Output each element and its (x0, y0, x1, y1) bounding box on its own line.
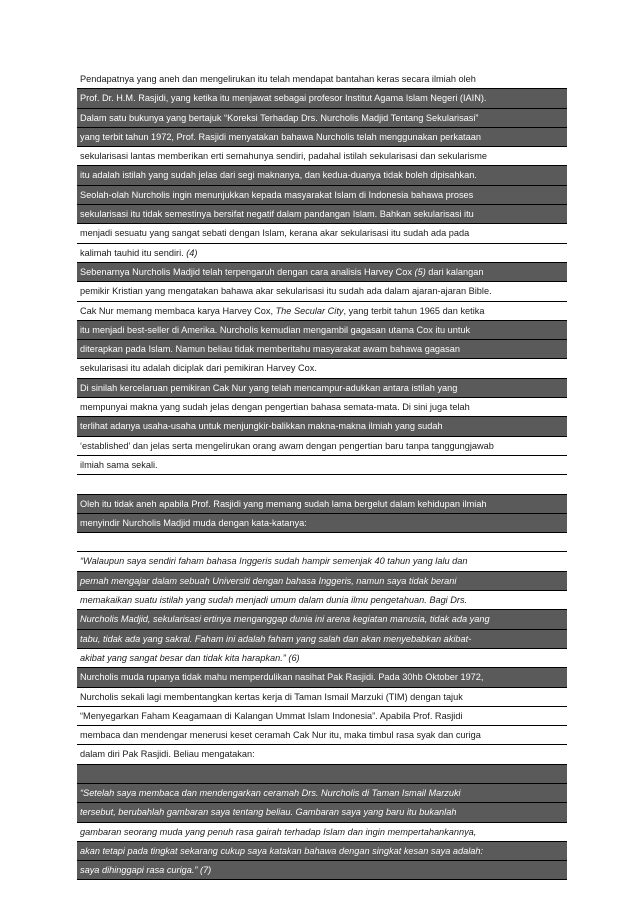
line-text-tail: , yang terbit tahun 1965 dan ketika (343, 305, 485, 316)
line-text: akibat yang sangat besar dan tidak kita harapkan.” (6) (80, 652, 300, 663)
text-line (77, 109, 567, 128)
text-line (77, 688, 567, 707)
text-line (77, 842, 567, 861)
line-text: diterapkan pada Islam. Namun beliau tidak memberitahu masyarakat awam bahawa gagasan (80, 344, 460, 355)
line-text: Cak Nur memang membaca karya Harvey Cox, (80, 305, 274, 316)
line-text-tail: dari kalangan (425, 266, 484, 277)
blank-line (77, 475, 567, 494)
line-text: akan tetapi pada tingkat sekarang cukup saya katakan bahawa dengan singkat kesan saya adalah: (80, 845, 484, 856)
line-text: terlihat adanya usaha-usaha untuk menjungkir-balikkan makna-makna ilmiah yang sudah (80, 421, 443, 432)
line-text: ilmiah sama sekali. (80, 459, 158, 470)
text-line (77, 649, 567, 668)
text-line (77, 668, 567, 687)
line-text: gambaran seorang muda yang penuh rasa gairah terhadap Islam dan ingin mempertahankannya, (80, 826, 477, 837)
footnote-ref: (4) (183, 247, 198, 258)
line-text: itu menjadi best-seller di Amerika. Nurcholis kemudian mengambil gagasan utama Cox itu untuk (80, 324, 471, 335)
text-line (77, 610, 567, 629)
line-text: Nurcholis sekali lagi membentangkan kertas kerja di Taman Ismail Marzuki (TIM) dengan tajuk (80, 691, 463, 702)
line-text: “Setelah saya membaca dan mendengarkan ceramah Drs. Nurcholis di Taman Ismail Marzuki (80, 787, 461, 798)
line-text: Pendapatnya yang aneh dan mengelirukan itu telah mendapat bantahan keras secara ilmiah oleh (80, 74, 476, 84)
text-line (77, 147, 567, 166)
line-text: membaca dan mendengar menerusi keset ceramah Cak Nur itu, maka timbul rasa syak dan curiga (80, 730, 481, 741)
line-text: “Walaupun saya sendiri faham bahasa Inggeris sudah hampir semenjak 40 tahun yang lalu dan (80, 556, 468, 567)
line-text: Nurcholis muda rupanya tidak mahu memperdulikan nasihat Pak Rasjidi. Pada 30hb Oktober 1972, (80, 672, 484, 683)
line-text: tersebut, berubahlah gambaran saya tentang beliau. Gambaran saya yang baru itu bukanlah (80, 807, 457, 818)
line-text: Dalam satu bukunya yang bertajuk “Koreksi Terhadap Drs. Nurcholis Madjid Tentang Sekularisasi” (80, 112, 479, 123)
line-text: pemikir Kristian yang mengatakan bahawa akar sekularisasi itu sudah ada dalam ajaran-ajaran Bible. (80, 286, 492, 297)
text-line (77, 861, 567, 880)
text-line (77, 784, 567, 803)
text-line (77, 803, 567, 822)
line-text: mempunyai makna yang sudah jelas dengan pengertian bahasa semata-mata. Di sini juga telah (80, 402, 470, 413)
text-line (77, 321, 567, 340)
text-line (77, 205, 567, 224)
text-line (77, 745, 567, 764)
article-text-block (77, 70, 567, 880)
line-text: sekularisasi lantas memberikan erti semahunya sendiri, padahal istilah sekularisasi dan sekularisme (80, 151, 487, 162)
line-text: sekularisasi itu adalah diciplak dari pemikiran Harvey Cox. (80, 363, 317, 374)
line-text: dalam diri Pak Rasjidi. Beliau mengatakan: (80, 749, 255, 760)
text-line (77, 398, 567, 417)
footnote-ref: (5) (411, 266, 426, 277)
line-text: yang terbit tahun 1972, Prof. Rasjidi menyatakan bahawa Nurcholis telah menggunakan perkataan (80, 131, 481, 142)
text-line (77, 224, 567, 243)
line-text: Seolah-olah Nurcholis ingin menunjukkan kepada masyarakat Islam di Indonesia bahawa proses (80, 189, 474, 200)
text-line (77, 456, 567, 475)
line-text: kalimah tauhid itu sendiri. (80, 247, 184, 258)
text-line (77, 128, 567, 147)
text-line (77, 572, 567, 591)
book-title: The Secular City (273, 305, 344, 316)
line-text: tabu, tidak ada yang sakral. Faham ini adalah faham yang salah dan akan menyebabkan akibat- (80, 633, 472, 644)
line-text: menjadi sesuatu yang sangat sebati dengan Islam, kerana akar sekularisasi itu sudah ada pada (80, 228, 470, 239)
blank-line (77, 533, 567, 552)
line-text: Oleh itu tidak aneh apabila Prof. Rasjidi yang memang sudah lama bergelut dalam kehidupan ilmiah (80, 498, 487, 509)
text-line (77, 89, 567, 108)
line-text: pernah mengajar dalam sebuah Universiti dengan bahasa Inggeris, namun saya tidak berani (80, 575, 457, 586)
line-text: Prof. Dr. H.M. Rasjidi, yang ketika itu menjawat sebagai profesor Institut Agama Islam Negeri (IAIN). (80, 93, 487, 104)
text-line (77, 552, 567, 571)
text-line (77, 591, 567, 610)
text-line (77, 707, 567, 726)
line-text: Nurcholis Madjid, sekularisasi ertinya menganggap dunia ini arena kegiatan manusia, tidak ada yang (80, 614, 490, 625)
line-text: saya dihinggapi rasa curiga.” (7) (80, 865, 212, 876)
text-line (77, 186, 567, 205)
text-line (77, 630, 567, 649)
text-line (77, 417, 567, 436)
text-line (77, 302, 567, 321)
line-text: Sebenarnya Nurcholis Madjid telah terpengaruh dengan cara analisis Harvey Cox (80, 266, 412, 277)
text-line (77, 282, 567, 301)
line-text: ‘established’ dan jelas serta mengelirukan orang awam dengan pengertian baru tanpa tanggungjawab (80, 440, 494, 451)
text-line (77, 340, 567, 359)
text-line (77, 379, 567, 398)
text-line (77, 359, 567, 378)
line-text: itu adalah istilah yang sudah jelas dari segi maknanya, dan kedua-duanya tidak boleh dipisahkan. (80, 170, 477, 181)
text-line (77, 437, 567, 456)
text-line (77, 263, 567, 282)
blank-line (77, 765, 567, 784)
line-text: “Menyegarkan Faham Keagamaan di Kalangan Ummat Islam Indonesia”. Apabila Prof. Rasjidi (80, 710, 463, 721)
line-text: sekularisasi itu tidak semestinya bersifat negatif dalam pandangan Islam. Bahkan sekularisasi itu (80, 209, 474, 220)
text-line (77, 495, 567, 514)
text-line (77, 244, 567, 263)
line-text: Di sinilah kercelaruan pemikiran Cak Nur yang telah mencampur-adukkan antara istilah yang (80, 382, 458, 393)
text-line (77, 166, 567, 185)
text-line (77, 70, 567, 89)
line-text: memakaikan suatu istilah yang sudah menjadi umum dalam dunia ilmu pengetahuan. Bagi Drs. (80, 595, 468, 606)
line-text: menyindir Nurcholis Madjid muda dengan kata-katanya: (80, 517, 307, 528)
text-line (77, 514, 567, 533)
text-line (77, 823, 567, 842)
text-line (77, 726, 567, 745)
